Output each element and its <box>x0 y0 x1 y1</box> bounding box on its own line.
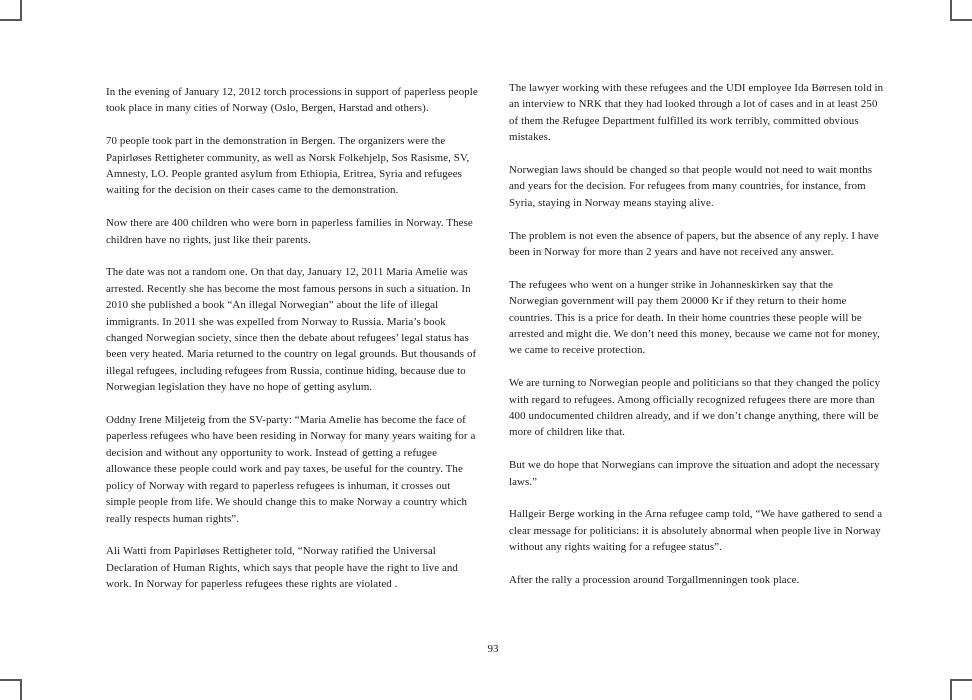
paragraph: Oddny Irene Miljeteig from the SV-party: “Maria Amelie has become the face of paperless refugees who have been residing in Norway for many years waiting for a decision and without any opportunity to work. Instead of getting a refugee allowance these people could work and pay taxes, be useful for the country. The policy of Norway with regard to paperless refugees is inhuman, it crosses out simple people from life. We should change this to make Norway a country which really respects human rights”. <box>106 414 476 525</box>
page-corner-mark-bottom-right <box>950 679 972 700</box>
page-corner-mark-top-right <box>950 0 972 21</box>
paragraph: We are turning to Norwegian people and politicians so that they changed the policy with regard to refugees. Among officially recognized refugees there are more than 400 undocumented children already, and if we don’t change anything, there will be more of children like that. <box>509 377 881 439</box>
paragraph: Hallgeir Berge working in the Arna refugee camp told, “We have gathered to send a clear message for politicians: it is absolutely abnormal when people live in Norway without any rights waiting for a refugee status”. <box>509 508 883 554</box>
paragraph: But we do hope that Norwegians can improve the situation and adopt the necessary laws.” <box>509 459 880 488</box>
paragraph: The problem is not even the absence of papers, but the absence of any reply. I have been in Norway for more than 2 years and have not received any answer. <box>509 229 879 259</box>
paragraph: Ali Watti from Papirløses Rettigheter told, “Norway ratified the Universal Declaration of Human Rights, which says that people have the right to live and work. In Norway for paperless refugees these rights are violated . <box>106 545 458 591</box>
text-column-left <box>106 84 482 609</box>
paragraph: After the rally a procession around Torgallmenningen took place. <box>509 574 800 587</box>
paragraph: 70 people took part in the demonstration in Bergen. The organizers were the Papirløses Rettigheter community, as well as Norsk Folkehjelp, Sos Rasisme, SV, Amnesty, LO. People granted asylum from Ethiopia, Eritrea, Syria and refugees waiting for the decision on their cases came to the demonstration. <box>106 135 470 197</box>
paragraph: The date was not a random one. On that day, January 12, 2011 Maria Amelie was arrested. Recently she has become the most famous persons in such a situation. In 2010 she published a book “An illegal Norwegian” about the life of illegal immigrants. In 2011 she was expelled from Norway to Russia. Maria’s book changed Norwegian society, since then the debate about refugees’ legal status has been very heated. Maria returned to the country on legal grounds. But thousands of illegal refugees, including refugees from Russia, continue hiding, because due to Norwegian legislation they have no hope of getting asylum. <box>106 266 477 394</box>
page-corner-mark-top-left <box>0 0 22 21</box>
paragraph: In the evening of January 12, 2012 torch processions in support of paperless people took place in many cities of Norway (Oslo, Bergen, Harstad and others). <box>106 86 478 115</box>
page-number: 93 <box>487 643 499 655</box>
paragraph: The refugees who went on a hunger strike in Johanneskirken say that the Norwegian government will pay them 20000 Kr if they return to their home countries. This is a price for death. In their home countries these people will be arrested and might die. We don’t need this money, because we came not for money, we came to receive protection. <box>509 278 880 357</box>
paragraph: The lawyer working with these refugees and the UDI employee Ida Børresen told in an interview to NRK that they had looked through a lot of cases and in at least 250 of them the Refugee Department fulfilled its work terribly, committed obvious mistakes. <box>509 82 884 144</box>
paragraph: Norwegian laws should be changed so that people would not need to wait months and years for the decision. For refugees from many countries, for instance, from Syria, staying in Norway means staying alive. <box>509 164 873 209</box>
paragraph: Now there are 400 children who were born in paperless families in Norway. These children have no rights, just like their parents. <box>106 217 473 246</box>
page-corner-mark-bottom-left <box>0 679 22 700</box>
text-column-right <box>509 80 885 605</box>
